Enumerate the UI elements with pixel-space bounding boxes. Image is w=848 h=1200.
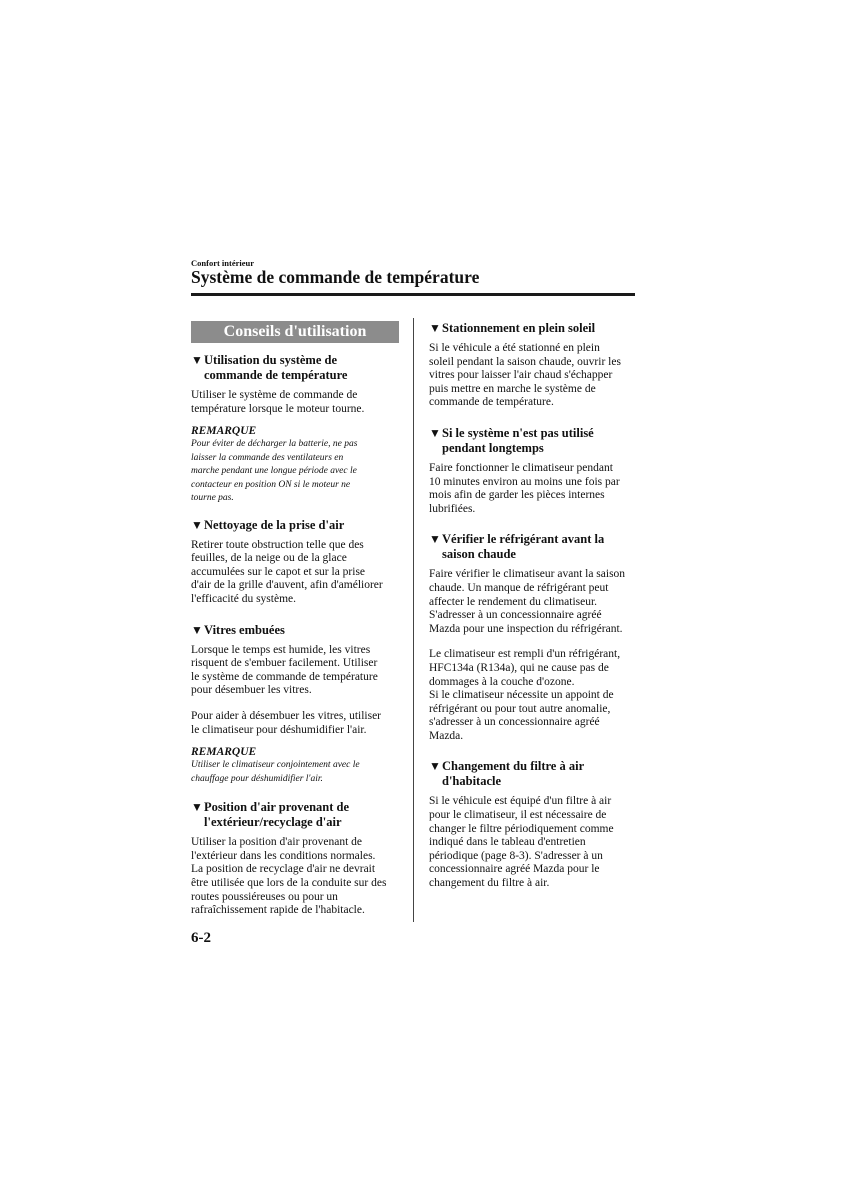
section-title [429, 532, 637, 562]
section-stationnement [429, 321, 637, 410]
section-title-text: Utilisation du système de commande de température [204, 353, 348, 382]
section-title-text: Si le système n'est pas utilisé pendant longtemps [442, 425, 594, 455]
section-title-text: Vérifier le réfrigérant avant la saison chaude [442, 532, 605, 562]
triangle-down-icon: ▼ [429, 532, 441, 547]
section-title [191, 518, 399, 533]
triangle-down-icon: ▼ [429, 759, 441, 774]
page-number: 6-2 [191, 930, 211, 946]
triangle-down-icon: ▼ [191, 800, 203, 815]
paragraph: Utiliser le système de commande de température lorsque le moteur tourne. [191, 389, 365, 415]
section-title-text: Changement du filtre à air d'habitacle [442, 759, 585, 789]
section-title [191, 623, 399, 638]
section-title [429, 321, 637, 336]
section-title [429, 426, 637, 456]
section-title [429, 759, 637, 789]
title-rule [191, 293, 635, 296]
section-vitres [191, 623, 399, 787]
section-title [191, 800, 399, 830]
note-text: Pour éviter de décharger la batterie, ne pas laisser la commande des ventilateurs en marche pendant une longue période avec le contacteur en position ON si le moteur ne tourne pas. [191, 439, 358, 504]
section-title-text: Stationnement en plein soleil [442, 321, 596, 335]
paragraph: Faire fonctionner le climatiseur pendant 10 minutes environ au moins une fois par mois afin de garder les pièces internes lubrifiées. [429, 461, 620, 515]
triangle-down-icon: ▼ [191, 353, 203, 367]
page-title: Système de commande de température [191, 267, 480, 287]
left-column [191, 321, 399, 918]
right-column [429, 321, 637, 891]
paragraph: Pour aider à désembuer les vitres, utiliser le climatiseur pour déshumidifier l'air. [191, 710, 382, 736]
paragraph: Si le véhicule est équipé d'un filtre à air pour le climatiseur, il est nécessaire de changer le filtre périodiquement comme indiqué dans le tableau d'entretien périodique (page 8-3). S'adresser à un concessionnaire agréé Mazda pour le changement du filtre à air. [429, 795, 614, 890]
triangle-down-icon: ▼ [191, 517, 203, 532]
triangle-down-icon: ▼ [429, 425, 441, 440]
note-label: REMARQUE [191, 425, 257, 438]
section-title-text: Position d'air provenant de l'extérieur/recyclage d'air [204, 800, 350, 830]
paragraph: Utiliser la position d'air provenant de l'extérieur dans les conditions normales. La position de recyclage d'air ne devrait être utilisée que lors de la conduite sur des routes poussiéreuses ou pour un rafraîchissement rapide de l'habitacle. [191, 836, 387, 917]
paragraph: Faire vérifier le climatiseur avant la saison chaude. Un manque de réfrigérant peut affecter le rendement du climatiseur. S'adresser à un concessionnaire agréé Mazda pour une inspection du réfrigérant. [429, 568, 626, 635]
section-refrigerant [429, 532, 637, 743]
breadcrumb: Confort intérieur [191, 258, 255, 268]
triangle-down-icon: ▼ [429, 321, 441, 335]
section-filtre [429, 759, 637, 890]
triangle-down-icon: ▼ [191, 622, 203, 637]
section-nettoyage [191, 518, 399, 607]
note-label: REMARQUE [191, 746, 257, 759]
section-utilisation [191, 353, 399, 506]
section-title [191, 353, 399, 383]
section-title-text: Nettoyage de la prise d'air [204, 517, 345, 532]
note-text: Utiliser le climatiseur conjointement avec le chauffage pour déshumidifier l'air. [191, 760, 360, 784]
section-banner: Conseils d'utilisation [191, 321, 399, 343]
paragraph: Lorsque le temps est humide, les vitres risquent de s'embuer facilement. Utiliser le système de commande de température pour désembuer les vitres. [191, 643, 378, 697]
section-non-utilise [429, 426, 637, 516]
section-title-text: Vitres embuées [204, 622, 285, 637]
paragraph: Retirer toute obstruction telle que des feuilles, de la neige ou de la glace accumulées sur le capot et sur la prise d'air de la grille d'auvent, afin d'améliorer l'efficacité du système. [191, 538, 383, 606]
column-divider [413, 318, 414, 922]
paragraph: Le climatiseur est rempli d'un réfrigérant, HFC134a (R134a), qui ne cause pas de dommages à la couche d'ozone. Si le climatiseur nécessite un appoint de réfrigérant ou pour tout autre anomalie, s'adresser à un concessionnaire agréé Mazda. [429, 648, 621, 742]
paragraph: Si le véhicule a été stationné en plein soleil pendant la saison chaude, ouvrir les vitres pour laisser l'air chaud s'échapper puis mettre en marche le système de commande de température. [429, 342, 621, 409]
section-position-air [191, 800, 399, 918]
